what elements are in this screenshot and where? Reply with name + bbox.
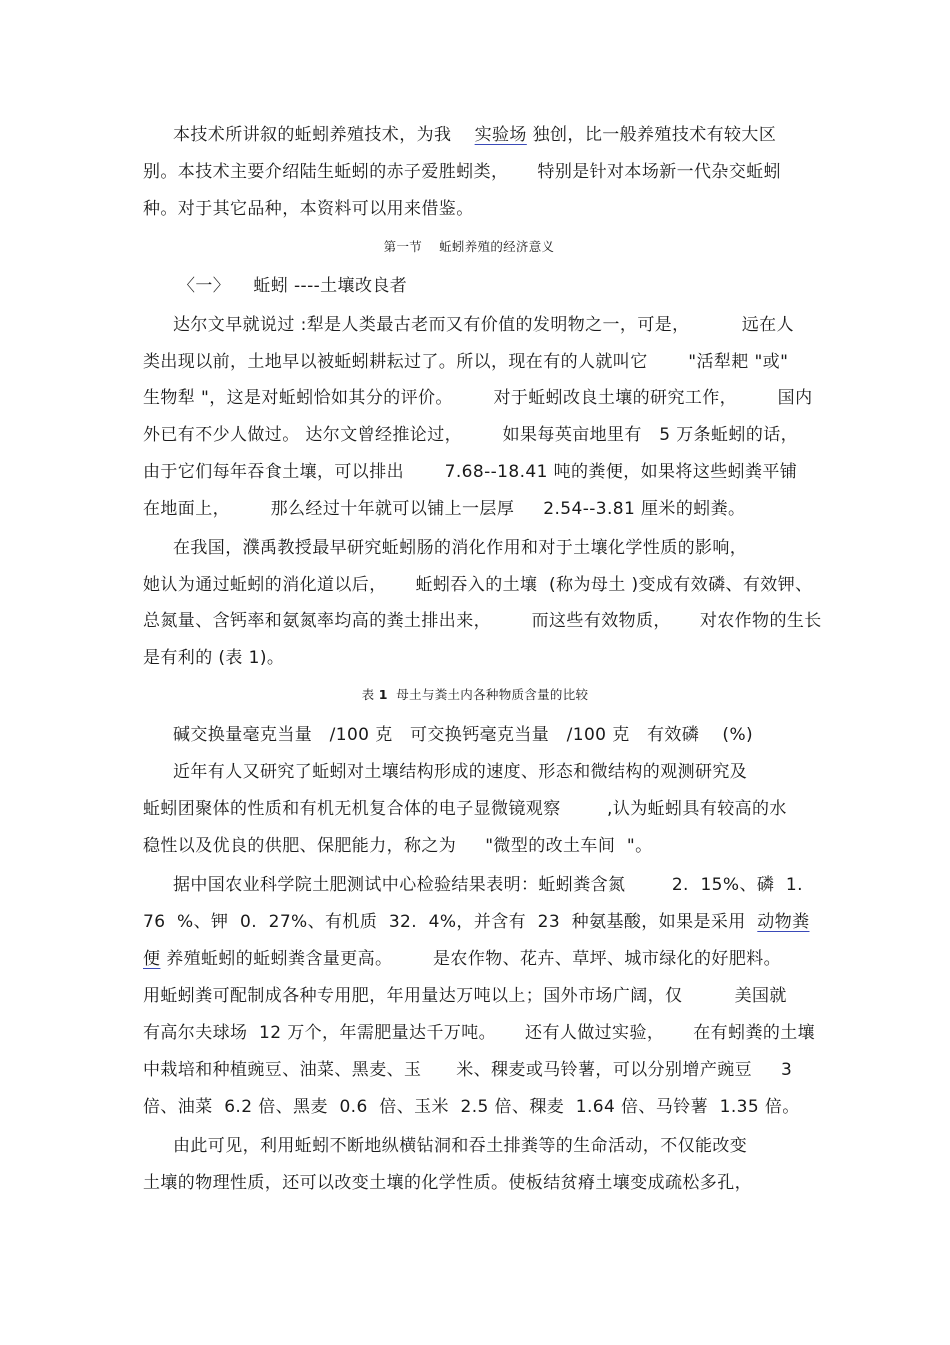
para4-line-5: 有高尔夫球场 12 万个，年需肥量达千万吨。 还有人做过实验， 在有蚓粪的土壤 (143, 1023, 816, 1043)
para4-line-1: 据中国农业科学院土肥测试中心检验结果表明：蚯蚓粪含氮 2. 15%、磷 1. (173, 875, 803, 895)
table-header: 碱交换量毫克当量 /100 克 可交换钙毫克当量 /100 克 有效磷 (%) (173, 725, 754, 745)
para1-line-3: 生物犁 "，这是对蚯蚓恰如其分的评价。 对于蚯蚓改良土壤的研究工作， 国内 (143, 388, 813, 408)
para4-line-2 (143, 909, 823, 935)
para2-line-1: 在我国，濮禹教授最早研究蚯蚓肠的消化作用和对于土壤化学性质的影响， (173, 538, 748, 558)
section-title: 第一节 蚯蚓养殖的经济意义 (383, 239, 555, 254)
intro-text: 本技术所讲叙的蚯蚓养殖技术，为我 (173, 125, 475, 145)
table-caption-text: 母土与粪土内各种物质含量的比较 (387, 687, 589, 702)
para5-line-1: 由此可见，利用蚯蚓不断地纵横钻洞和吞土排粪等的生命活动，不仅能改变 (173, 1136, 748, 1156)
para3-line-2: 蚯蚓团聚体的性质和有机无机复合体的电子显微镜观察 ,认为蚯蚓具有较高的水 (143, 799, 787, 819)
para3-line-1: 近年有人又研究了蚯蚓对土壤结构形成的速度、形态和微结构的观测研究及 (173, 762, 748, 782)
para2-line-4: 是有利的 (表 1)。 (143, 648, 285, 668)
table-number: 1 (378, 687, 388, 702)
intro-text: 独创，比一般养殖技术有较大区 (526, 125, 777, 145)
shiyanchang-link[interactable]: 实验场 (474, 125, 527, 145)
para1-line-1: 达尔文早就说过 :犁是人类最古老而又有价值的发明物之一，可是， 远在人 (173, 315, 794, 335)
para4-line-4: 用蚯蚓粪可配制成各种专用肥，年用量达万吨以上；国外市场广阔，仅 美国就 (143, 986, 787, 1006)
para2-line-2: 她认为通过蚯蚓的消化道以后， 蚯蚓吞入的土壤 (称为母土 )变成有效磷、有效钾、 (143, 575, 813, 595)
intro-line-2: 别。本技术主要介绍陆生蚯蚓的赤子爱胜蚓类， 特别是针对本场新一代杂交蚯蚓 (143, 162, 782, 182)
para4-line-7: 倍、油菜 6.2 倍、黑麦 0.6 倍、玉米 2.5 倍、稞麦 1.64 倍、马铃薯 1.35 倍。 (143, 1097, 800, 1117)
para1-line-2: 类出现以前，土地早以被蚯蚓耕耘过了。所以，现在有的人就叫它 "活犁耙 "或" (143, 352, 789, 372)
dongwufen-link[interactable]: 动物粪 (757, 912, 810, 932)
para4-text: 76 %、钾 0. 27%、有机质 32. 4%，并含有 23 种氨基酸，如果是采用 (143, 912, 758, 932)
para5-line-2: 土壤的物理性质，还可以改变土壤的化学性质。使板结贫瘠土壤变成疏松多孔， (143, 1173, 752, 1193)
para3-line-3: 稳性以及优良的供肥、保肥能力，称之为 "微型的改土车间 "。 (143, 836, 653, 856)
para4-text: 养殖蚯蚓的蚯蚓粪含量更高。 是农作物、花卉、草坪、城市绿化的好肥料。 (160, 949, 782, 969)
intro-line-3: 种。对于其它品种，本资料可以用来借鉴。 (143, 199, 474, 219)
para1-line-4: 外已有不少人做过。 达尔文曾经推论过， 如果每英亩地里有 5 万条蚯蚓的话， (143, 425, 799, 445)
para1-line-5: 由于它们每年吞食土壤，可以排出 7.68--18.41 吨的粪便，如果将这些蚓粪平铺 (143, 462, 798, 482)
table-caption (0, 685, 950, 705)
intro-line-1 (173, 122, 853, 148)
para4-line-3 (143, 946, 823, 972)
para1-line-6: 在地面上， 那么经过十年就可以铺上一层厚 2.54--3.81 厘米的蚓粪。 (143, 499, 746, 519)
para4-line-6: 中栽培和种植豌豆、油菜、黑麦、玉 米、稞麦或马铃薯，可以分别增产豌豆 3 (143, 1060, 793, 1080)
table-caption-prefix: 表 (361, 687, 379, 702)
para2-line-3: 总氮量、含钙率和氨氮率均高的粪土排出来， 而这些有效物质， 对农作物的生长 (143, 611, 822, 631)
dongwufen-link-cont[interactable]: 便 (143, 949, 161, 969)
subsection-title: 〈一〉 蚯蚓 ----土壤改良者 (178, 276, 408, 296)
